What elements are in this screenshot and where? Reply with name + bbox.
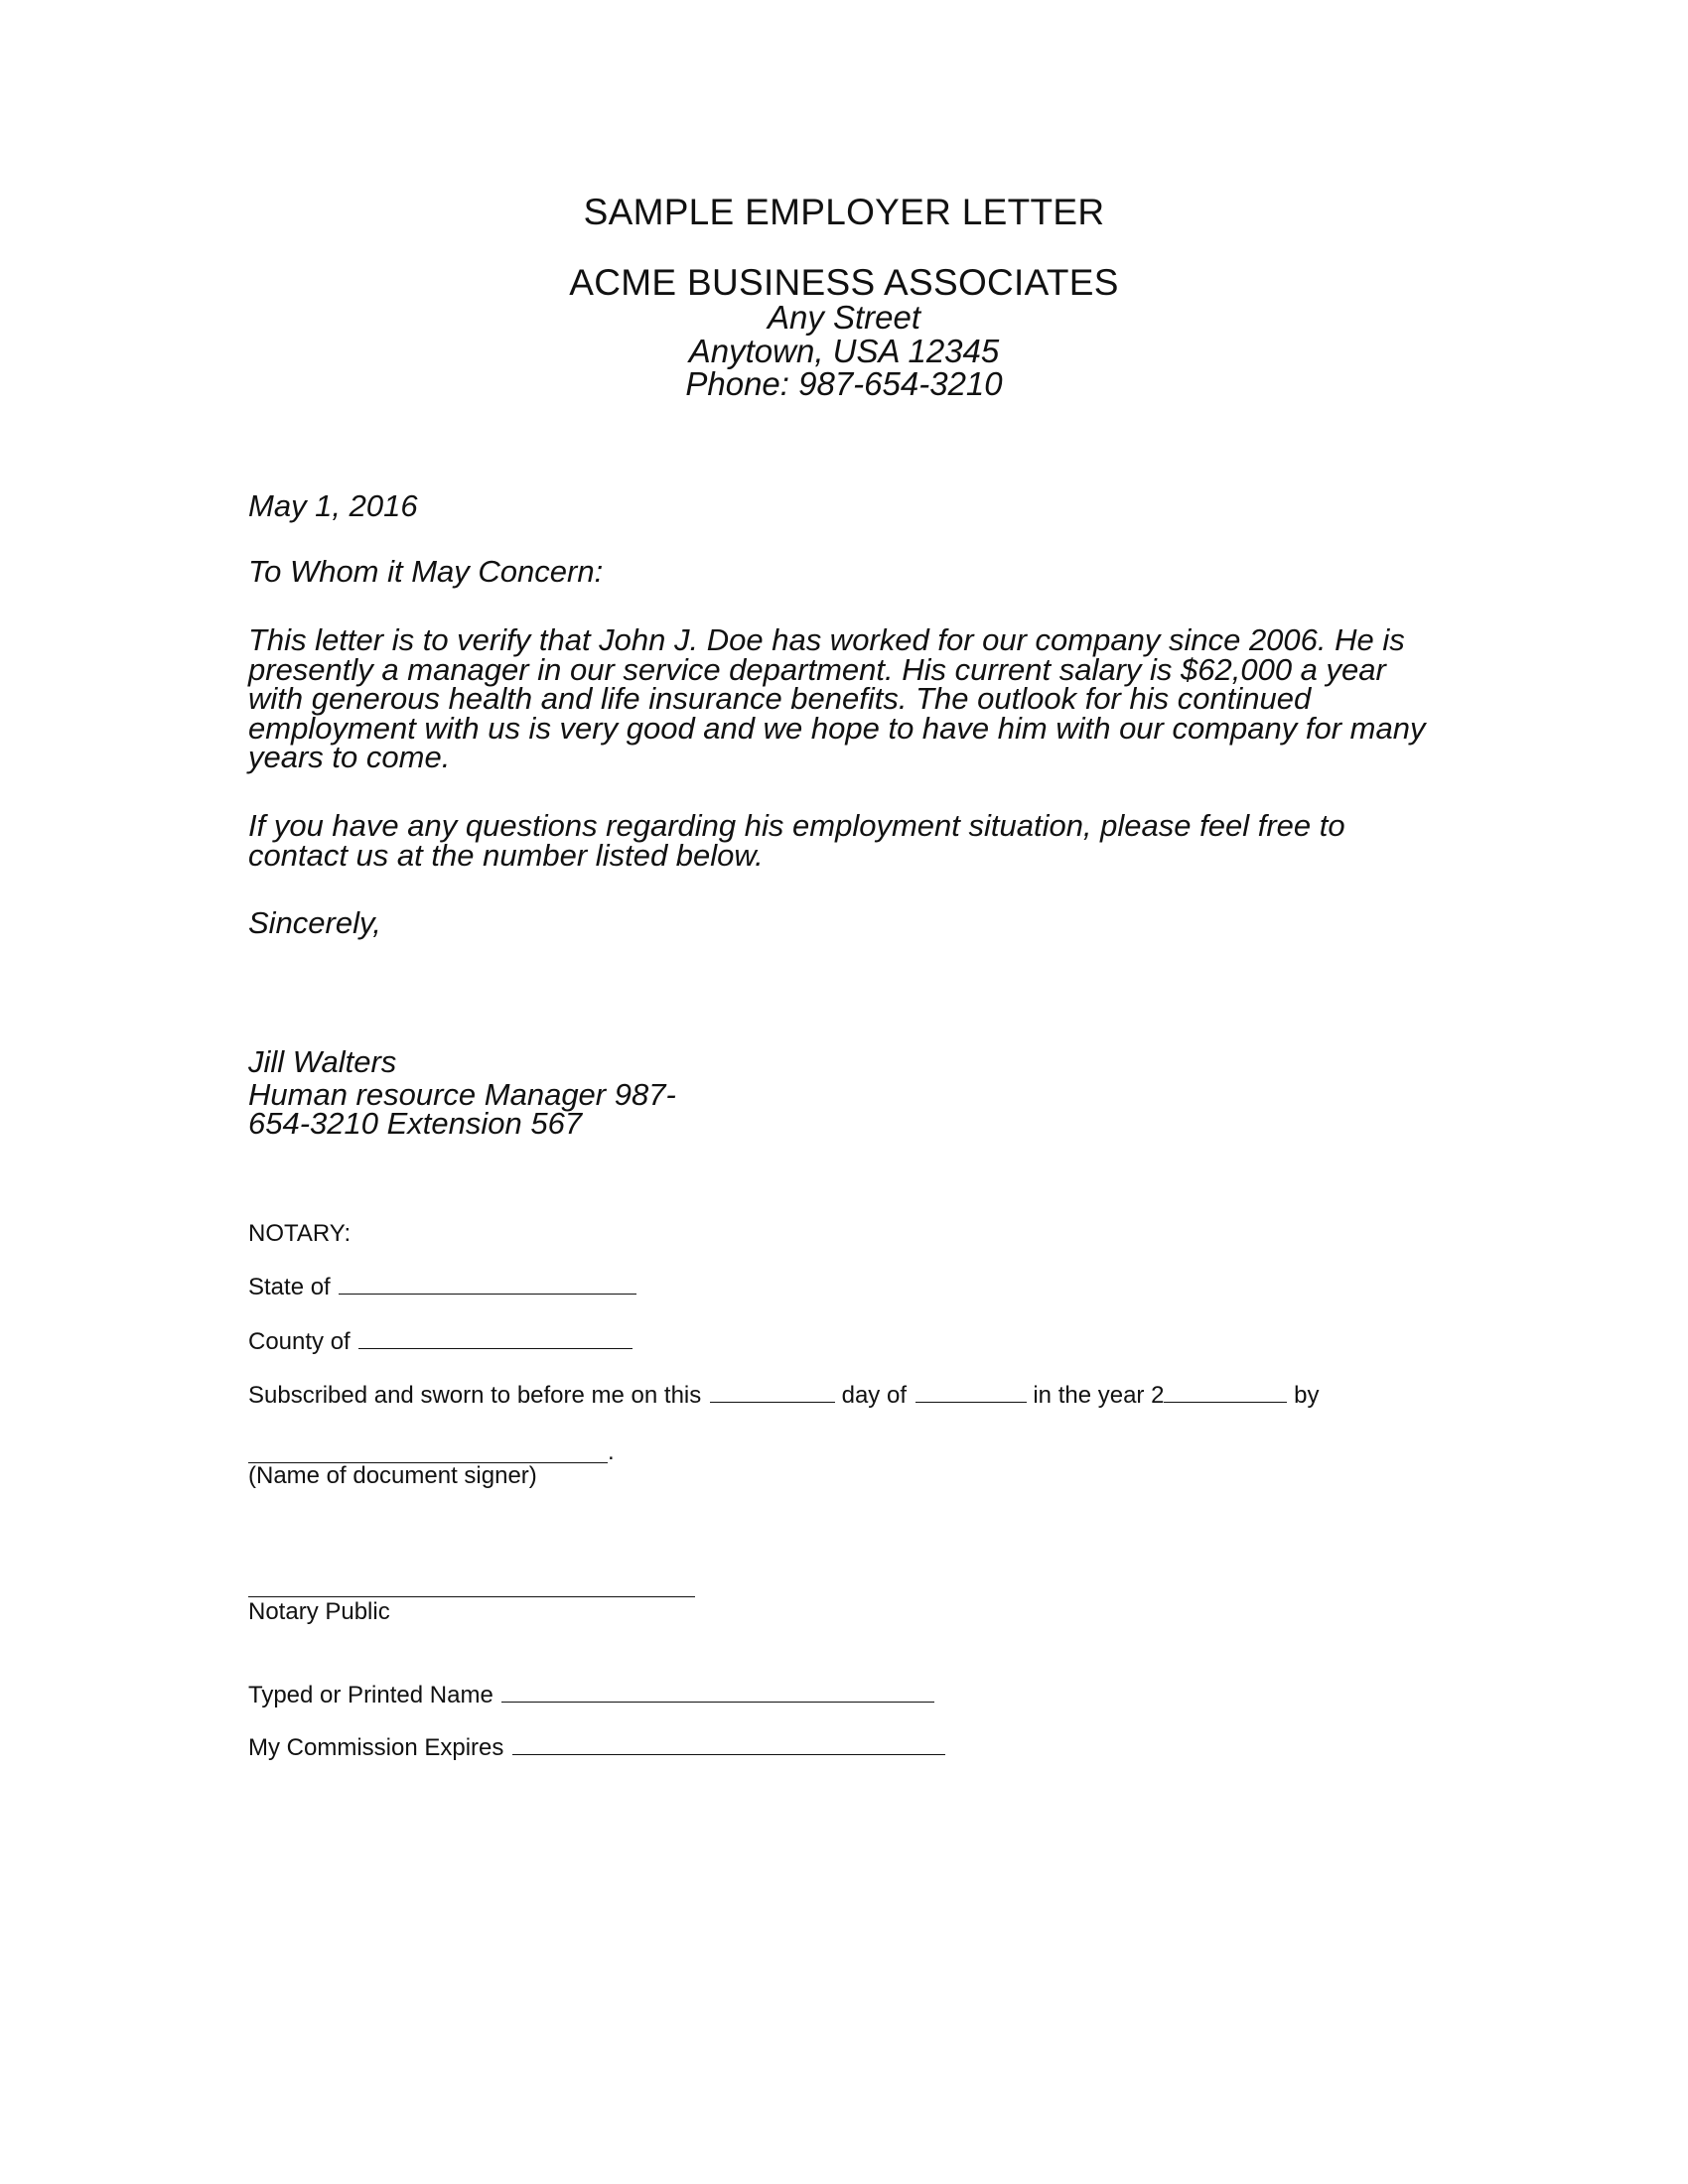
county-label: County of (248, 1328, 351, 1355)
county-of-row (248, 1328, 633, 1356)
paragraph-contact (248, 808, 1345, 873)
sworn-text: Subscribed and sworn to before me on this (248, 1382, 702, 1409)
sworn-text: day of (841, 1382, 907, 1409)
notary-public-caption: Notary Public (248, 1598, 390, 1625)
letter-title: SAMPLE EMPLOYER LETTER (583, 192, 1105, 232)
closing: Sincerely, (248, 905, 381, 940)
company-phone: Phone: 987-654-3210 (685, 365, 1003, 402)
paragraph-line: employment with us is very good and we hope to have him with our company for many (248, 710, 1426, 746)
signer-title-line: Human resource Manager 987- (248, 1077, 676, 1112)
company-name: ACME BUSINESS ASSOCIATES (569, 262, 1119, 303)
signer-period: . (608, 1438, 615, 1465)
sworn-text: by (1294, 1382, 1320, 1409)
day-blank[interactable] (710, 1382, 835, 1403)
year-blank[interactable] (1164, 1382, 1287, 1403)
signer-title (248, 1077, 676, 1141)
company-city: Anytown, USA 12345 (688, 333, 1000, 369)
county-blank[interactable] (358, 1328, 633, 1349)
printed-name-blank[interactable] (501, 1682, 934, 1703)
company-street: Any Street (767, 299, 921, 336)
month-blank[interactable] (915, 1382, 1027, 1403)
commission-row (248, 1734, 945, 1762)
commission-label: My Commission Expires (248, 1734, 504, 1761)
salutation: To Whom it May Concern: (248, 554, 604, 589)
state-label: State of (248, 1274, 331, 1300)
signer-title-line: 654-3210 Extension 567 (248, 1106, 583, 1141)
notary-heading: NOTARY: (248, 1220, 352, 1247)
sworn-row (248, 1382, 1319, 1410)
printed-name-label: Typed or Printed Name (248, 1682, 493, 1708)
paragraph-line: years to come. (248, 740, 451, 774)
signer-name: Jill Walters (248, 1044, 397, 1079)
notary-public-signature-line[interactable] (248, 1596, 695, 1597)
printed-name-row (248, 1682, 934, 1709)
paragraph-line: presently a manager in our service department. His current salary is $62,000 a year (248, 651, 1386, 687)
paragraph-verification (248, 622, 1426, 774)
paragraph-line: with generous health and life insurance benefits. The outlook for his continued (248, 681, 1312, 716)
paragraph-line: contact us at the number listed below. (248, 837, 764, 873)
paragraph-line: If you have any questions regarding his employment situation, please feel free to (248, 808, 1345, 843)
state-of-row (248, 1274, 636, 1301)
letter-date: May 1, 2016 (248, 488, 418, 523)
paragraph-line: This letter is to verify that John J. Doe has worked for our company since 2006. He is (248, 622, 1405, 657)
sworn-text: in the year 2 (1033, 1382, 1165, 1409)
state-blank[interactable] (339, 1274, 636, 1295)
commission-blank[interactable] (512, 1734, 945, 1755)
document-signer-caption: (Name of document signer) (248, 1462, 537, 1489)
